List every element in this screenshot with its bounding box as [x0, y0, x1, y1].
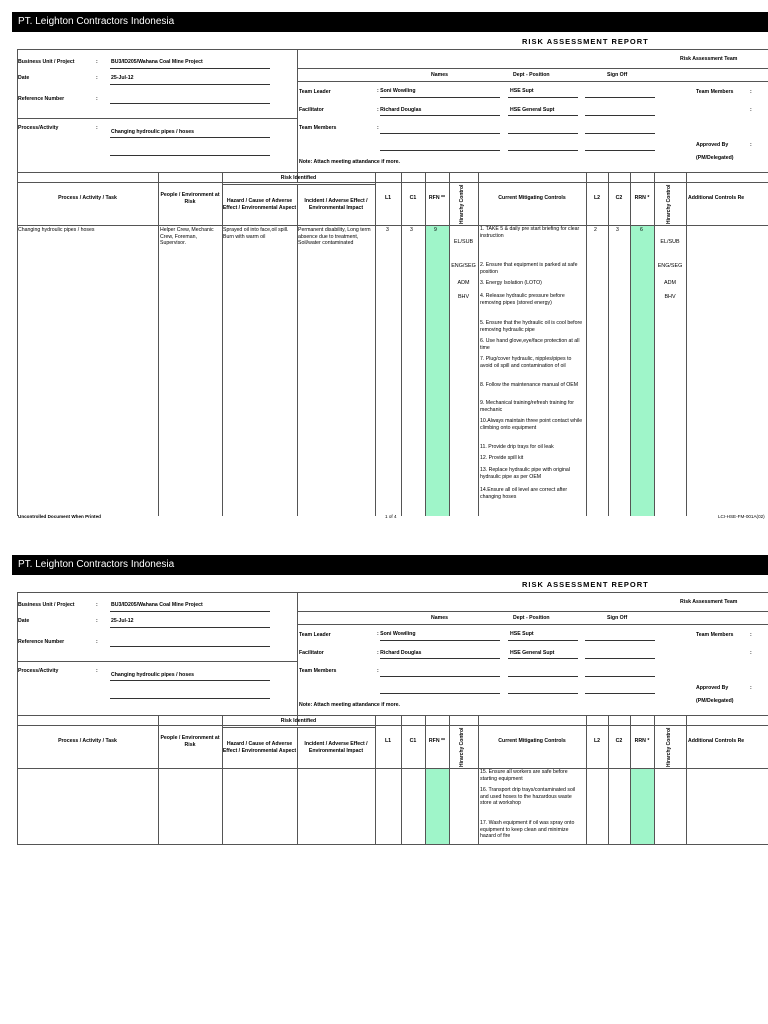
- underline: [380, 97, 500, 98]
- date-value: 25-Jul-12: [111, 618, 134, 624]
- separator: [298, 611, 768, 612]
- control-item: 10.Always maintain three point contact while climbing onto equipment: [480, 418, 583, 431]
- th-risk-identified: Risk Identified: [280, 717, 317, 724]
- names-label: Names: [431, 615, 449, 621]
- team-members-label: Team Members: [299, 668, 337, 674]
- underline: [110, 137, 270, 138]
- rfn-highlight: [425, 769, 449, 844]
- th-incident: Incident / Adverse Effect / Environmental Impact: [304, 741, 368, 754]
- facilitator-dept: HSE General Supt: [510, 107, 555, 113]
- hierarchy-eng-seg-2: ENG/SEG: [657, 263, 683, 269]
- process-label: Process/Activity: [18, 125, 59, 131]
- underline: [585, 658, 655, 659]
- underline: [585, 676, 655, 677]
- team-leader-label: Team Leader: [299, 89, 331, 95]
- hierarchy-el-sub-2: EL/SUB: [660, 239, 680, 245]
- colon: :: [377, 668, 379, 674]
- facilitator-dept: HSE General Supt: [510, 650, 555, 656]
- th-l2: L2: [593, 195, 601, 202]
- pm-delegated-label: (PM/Delegated): [696, 155, 734, 161]
- underline: [585, 640, 655, 641]
- hierarchy-bhv-2: BHV: [664, 294, 676, 300]
- rfn-highlight: [425, 226, 449, 516]
- colon: :: [750, 107, 752, 113]
- footer-uncontrolled: Uncontrolled Document When Printed: [18, 514, 101, 519]
- date-value: 25-Jul-12: [111, 75, 134, 81]
- underline: [380, 676, 500, 677]
- col-border: [449, 715, 450, 845]
- reference-label: Reference Number: [18, 96, 65, 102]
- team-title: Risk Assessment Team: [680, 599, 738, 605]
- team-members-label: Team Members: [299, 125, 337, 131]
- th-c1: C1: [409, 195, 417, 202]
- separator: [298, 68, 768, 69]
- separator: [17, 661, 298, 662]
- row1-people: Helper Crew, Mechanic Crew, Foreman, Supervisor.: [160, 227, 214, 246]
- underline: [585, 133, 655, 134]
- row1-l1: 3: [386, 227, 389, 233]
- business-unit-value: BU3/ID205/Wahana Coal Mine Project: [111, 59, 203, 65]
- header-divider: [297, 49, 298, 183]
- underline: [110, 680, 270, 681]
- control-item: 14.Ensure all oil level are correct after changing hoses: [480, 487, 568, 500]
- col-border: [449, 172, 450, 516]
- th-additional: Additional Controls Re: [688, 738, 745, 745]
- col-border: [654, 715, 655, 845]
- th-c2: C2: [615, 195, 623, 202]
- dept-label: Dept - Position: [513, 615, 550, 621]
- names-label: Names: [431, 72, 449, 78]
- underline: [508, 693, 578, 694]
- separator: [298, 81, 768, 82]
- colon: :: [377, 125, 379, 131]
- colon: :: [96, 618, 98, 624]
- report-title: RISK ASSESSMENT REPORT: [522, 580, 649, 589]
- colon: :: [96, 75, 98, 81]
- underline: [508, 676, 578, 677]
- row1-rrn: 6: [640, 227, 643, 233]
- process-value: Changing hydroulic pipes / hoses: [111, 129, 195, 135]
- underline: [110, 68, 270, 69]
- underline: [585, 150, 655, 151]
- underline: [585, 115, 655, 116]
- underline: [508, 658, 578, 659]
- row1-l2: 2: [594, 227, 597, 233]
- underline: [508, 115, 578, 116]
- underline: [508, 133, 578, 134]
- underline: [380, 133, 500, 134]
- th-process: Process / Activity / Task: [58, 738, 117, 745]
- underline: [110, 155, 270, 156]
- col-border: [686, 172, 687, 516]
- th-current-controls: Current Mitigating Controls: [498, 738, 566, 745]
- colon: :: [750, 632, 752, 638]
- th-people: People / Environment at Risk: [160, 192, 220, 205]
- control-item: 16. Transport drip trays/contaminated soil and used hoses to the hazardous waste store at workshop: [480, 787, 576, 806]
- control-item: 1. TAKE 5 & daily pre start briefing for clear instruction: [480, 226, 580, 239]
- th-current-controls: Current Mitigating Controls: [498, 195, 566, 202]
- control-item: 2. Ensure that equipment is parked at safe position: [480, 262, 578, 275]
- colon: :: [750, 89, 752, 95]
- th-c1: C1: [409, 738, 417, 745]
- dept-label: Dept - Position: [513, 72, 550, 78]
- th-rrn: RRN *: [634, 738, 650, 745]
- facilitator-name: : Richard Douglas: [377, 650, 422, 656]
- header-bottom-border: [17, 225, 768, 226]
- th-c2: C2: [615, 738, 623, 745]
- separator: [17, 118, 298, 119]
- header-divider: [297, 592, 298, 726]
- underline: [508, 640, 578, 641]
- business-unit-value: BU3/ID205/Wahana Coal Mine Project: [111, 602, 203, 608]
- underline: [380, 693, 500, 694]
- team-leader-dept: HSE Supt: [510, 88, 534, 94]
- report-page-1: [0, 12, 768, 524]
- underline: [110, 84, 270, 85]
- underline: [380, 658, 500, 659]
- separator: [298, 624, 768, 625]
- row1-rfn: 9: [434, 227, 437, 233]
- col-border: [686, 715, 687, 845]
- underline: [585, 693, 655, 694]
- control-item: 5. Ensure that the hydraulic oil is cool before removing hydraulic pipe: [480, 320, 583, 333]
- th-hazard: Hazard / Cause of Adverse Effect / Environmental Aspect: [222, 741, 297, 754]
- row1-incident: Permanent disability, Long term absence due to treatment, Soil/water contaminated: [298, 227, 371, 246]
- th-l2: L2: [593, 738, 601, 745]
- control-item: 11. Provide drip trays for oil leak: [480, 444, 554, 450]
- row1-c2: 3: [616, 227, 619, 233]
- signoff-label: Sign Off: [607, 72, 628, 78]
- team-leader-dept: HSE Supt: [510, 631, 534, 637]
- control-item: 17. Wash equipment if oil was spray onto equipment to keep clean and minimize hazard of fire: [480, 820, 575, 839]
- underline: [508, 97, 578, 98]
- hierarchy-adm-2: ADM: [664, 280, 676, 286]
- signoff-label: Sign Off: [607, 615, 628, 621]
- th-process: Process / Activity / Task: [58, 195, 117, 202]
- facilitator-name: : Richard Douglas: [377, 107, 422, 113]
- underline: [380, 640, 500, 641]
- team-leader-label: Team Leader: [299, 632, 331, 638]
- colon: :: [96, 96, 98, 102]
- row1-c1: 3: [410, 227, 413, 233]
- th-rrn: RRN *: [634, 195, 650, 202]
- hierarchy-eng-seg: ENG/SEG: [451, 263, 476, 269]
- footer-form-code: LCI-HSE-FM-001A(02): [718, 514, 765, 519]
- colon: :: [96, 59, 98, 65]
- team-members-right-label: Team Members: [696, 89, 734, 95]
- colon: :: [96, 125, 98, 131]
- control-item: 4. Release hydraulic pressure before removing pipes (stored energy): [480, 293, 565, 306]
- team-title: Risk Assessment Team: [680, 56, 738, 62]
- th-hierarchy-2: Hirarchy Control: [666, 727, 672, 767]
- control-item: 9. Mechanical training/refresh training for mechanic: [480, 400, 574, 413]
- th-l1: L1: [384, 738, 392, 745]
- underline: [110, 698, 270, 699]
- attendance-note: Note: Attach meeting attandance if more.: [299, 702, 400, 708]
- approved-by-label: Approved By: [696, 685, 729, 691]
- colon: :: [750, 650, 752, 656]
- underline: [110, 646, 270, 647]
- th-rfn: RFN **: [428, 738, 446, 745]
- control-item: 3. Energy Isolation (LOTO): [480, 280, 542, 286]
- date-label: Date: [18, 75, 30, 81]
- facilitator-label: Facilitator: [299, 650, 324, 656]
- attendance-note: Note: Attach meeting attandance if more.: [299, 159, 400, 165]
- control-item: 12. Provide spill kit: [480, 455, 524, 461]
- company-bar: PT. Leighton Contractors Indonesia: [12, 555, 768, 575]
- th-incident: Incident / Adverse Effect / Environmental Impact: [304, 198, 368, 211]
- process-label: Process/Activity: [18, 668, 59, 674]
- underline: [380, 150, 500, 151]
- team-leader-name: : Soni Wowiling: [377, 88, 416, 94]
- control-item: 7. Plug/cover hydraulic, nipples/pipes to avoid oil spill and contamination of oil: [480, 356, 572, 369]
- date-label: Date: [18, 618, 30, 624]
- report-title: RISK ASSESSMENT REPORT: [522, 37, 649, 46]
- report-page-2: [0, 555, 768, 855]
- th-hierarchy-2: Hirarchy Control: [666, 184, 672, 224]
- underline: [110, 611, 270, 612]
- business-unit-label: Business Unit / Project: [18, 59, 75, 65]
- rrn-highlight: [630, 769, 654, 844]
- colon: :: [750, 142, 752, 148]
- control-item: 6. Use hand glove,eye/face protection at all time: [480, 338, 580, 351]
- row1-process: Changing hydroulic pipes / hoses: [18, 227, 95, 233]
- th-additional: Additional Controls Re: [688, 195, 745, 202]
- pm-delegated-label: (PM/Delegated): [696, 698, 734, 704]
- colon: :: [96, 668, 98, 674]
- rrn-highlight: [630, 226, 654, 516]
- business-unit-label: Business Unit / Project: [18, 602, 75, 608]
- th-hierarchy: Hirarchy Control: [459, 727, 465, 767]
- underline: [110, 103, 270, 104]
- col-border: [654, 172, 655, 516]
- header-bottom-border: [17, 768, 768, 769]
- th-people: People / Environment at Risk: [160, 735, 220, 748]
- process-value: Changing hydroulic pipes / hoses: [111, 672, 195, 678]
- colon: :: [96, 602, 98, 608]
- underline: [585, 97, 655, 98]
- hierarchy-adm: ADM: [457, 280, 470, 286]
- team-leader-name: : Soni Wowiling: [377, 631, 416, 637]
- footer-page: 1 of 4: [385, 514, 397, 519]
- th-risk-identified: Risk Identified: [280, 174, 317, 181]
- th-l1: L1: [384, 195, 392, 202]
- control-item: 8. Follow the maintenance manual of OEM: [480, 382, 579, 388]
- approved-by-label: Approved By: [696, 142, 729, 148]
- th-hazard: Hazard / Cause of Adverse Effect / Environmental Aspect: [222, 198, 297, 211]
- row1-hazard: Sprayed oil into face,oil spill. Burn with warm oil: [223, 227, 289, 240]
- reference-label: Reference Number: [18, 639, 65, 645]
- hierarchy-bhv: BHV: [457, 294, 470, 300]
- team-members-right-label: Team Members: [696, 632, 734, 638]
- th-rfn: RFN **: [428, 195, 446, 202]
- facilitator-label: Facilitator: [299, 107, 324, 113]
- colon: :: [750, 685, 752, 691]
- hierarchy-el-sub: EL/SUB: [453, 239, 474, 245]
- th-hierarchy: Hirarchy Control: [459, 184, 465, 224]
- company-bar: PT. Leighton Contractors Indonesia: [12, 12, 768, 32]
- table-bottom-border: [17, 844, 768, 845]
- control-item: 13. Replace hydraulic pipe with original hydraulic pipe as per OEM: [480, 467, 570, 480]
- control-item: 15. Ensure all workers are safe before starting equipment: [480, 769, 568, 782]
- colon: :: [96, 639, 98, 645]
- underline: [508, 150, 578, 151]
- underline: [380, 115, 500, 116]
- underline: [110, 627, 270, 628]
